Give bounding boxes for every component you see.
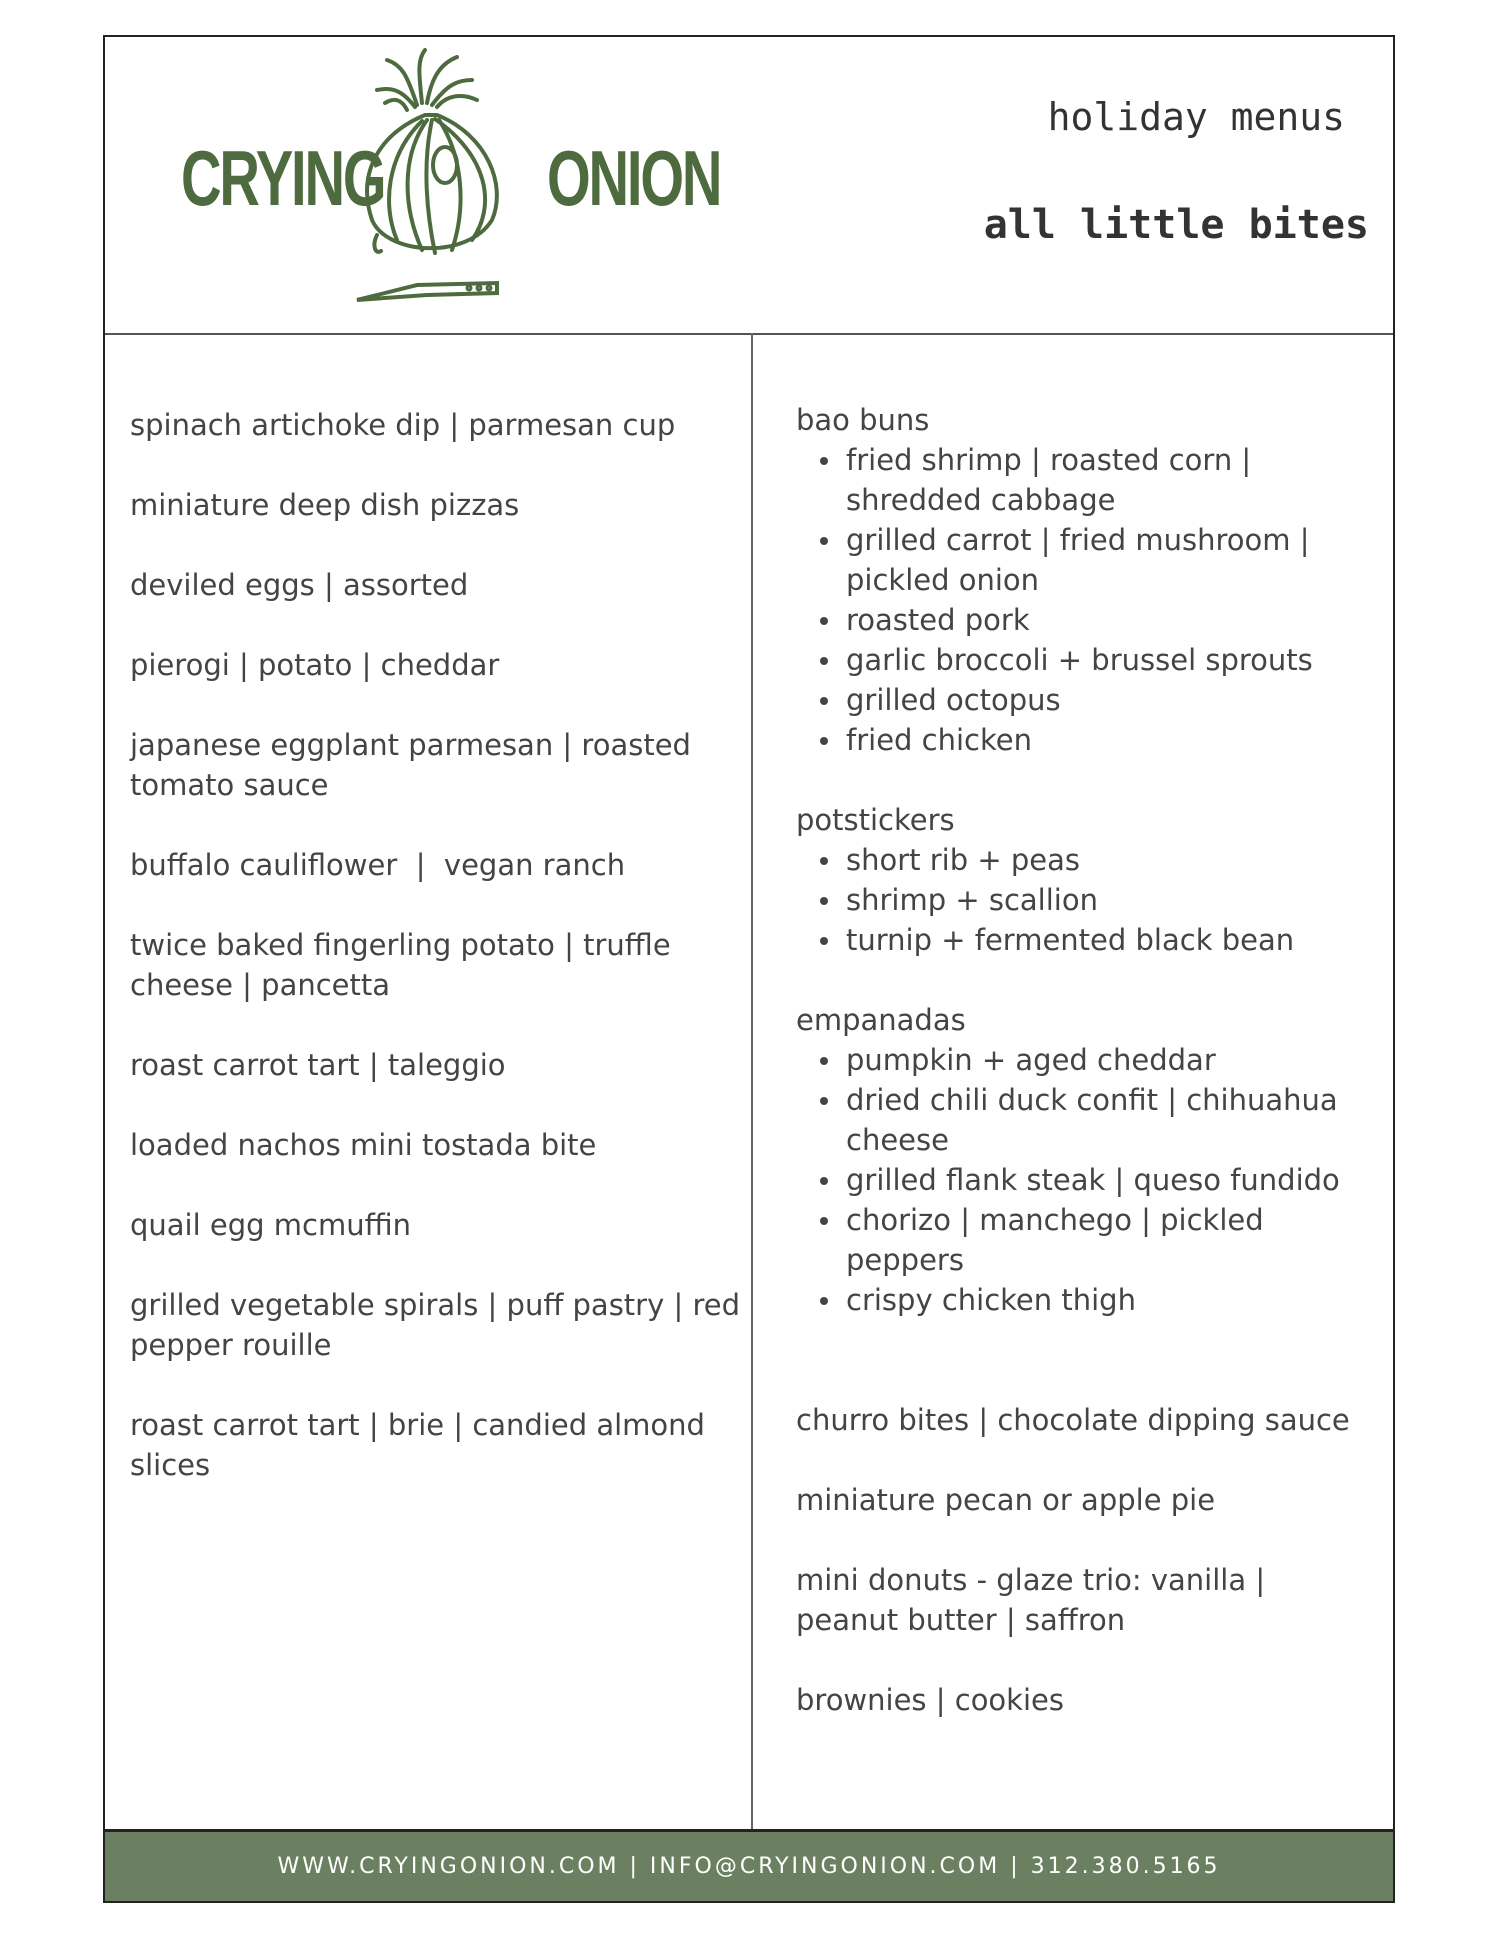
menu-item: roast carrot tart | brie | candied almond slices	[130, 1408, 705, 1482]
left-column	[130, 405, 740, 1525]
group-bao-buns	[796, 400, 1366, 760]
dessert-item: miniature pecan or apple pie	[796, 1483, 1216, 1517]
menu-item: pierogi | potato | cheddar	[130, 648, 500, 682]
menu-item: buffalo cauliflower | vegan ranch	[130, 848, 626, 882]
menu-title: all little bites	[983, 202, 1369, 248]
logo	[175, 45, 721, 305]
list-item: dried chili duck confit | chihuahua cheese	[846, 1080, 1366, 1160]
right-column	[796, 400, 1366, 1760]
contact-info: WWW.CRYINGONION.COM | INFO@CRYINGONION.COM | 312.380.5165	[277, 1854, 1221, 1879]
list-item: chorizo | manchego | pickled peppers	[846, 1200, 1366, 1280]
logo-word-onion: ONION	[547, 134, 721, 222]
group-empanadas	[796, 1000, 1366, 1320]
list-item: grilled carrot | fried mushroom | pickled onion	[846, 520, 1366, 600]
list-item: garlic broccoli + brussel sprouts	[846, 640, 1366, 680]
list-item: pumpkin + aged cheddar	[846, 1040, 1366, 1080]
list-item: crispy chicken thigh	[846, 1280, 1366, 1320]
sub-list	[796, 1040, 1366, 1320]
group-title: empanadas	[796, 1003, 966, 1037]
list-item: fried shrimp | roasted corn | shredded cabbage	[846, 440, 1366, 520]
menu-item: grilled vegetable spirals | puff pastry | red pepper rouille	[130, 1288, 741, 1362]
menu-item: deviled eggs | assorted	[130, 568, 469, 602]
sub-list	[796, 440, 1366, 760]
list-item: grilled flank steak | queso fundido	[846, 1160, 1366, 1200]
menu-item: loaded nachos mini tostada bite	[130, 1128, 597, 1162]
dessert-item: mini donuts - glaze trio: vanilla | peanut butter | saffron	[796, 1563, 1266, 1637]
menu-subtitle: holiday menus	[1047, 95, 1345, 139]
footer-bar	[105, 1829, 1393, 1901]
logo-word-crying: CRYING	[181, 134, 385, 222]
menu-item: roast carrot tart | taleggio	[130, 1048, 506, 1082]
list-item: grilled octopus	[846, 680, 1366, 720]
menu-item: spinach artichoke dip | parmesan cup	[130, 408, 676, 442]
group-title: potstickers	[796, 803, 955, 837]
column-divider	[751, 333, 753, 1829]
onion-knife-icon	[347, 45, 547, 305]
list-item: short rib + peas	[846, 840, 1366, 880]
sub-list	[796, 840, 1366, 960]
menu-page	[103, 35, 1395, 1903]
list-item: roasted pork	[846, 600, 1366, 640]
header	[105, 37, 1393, 335]
menu-item: miniature deep dish pizzas	[130, 488, 520, 522]
menu-item: japanese eggplant parmesan | roasted tomato sauce	[130, 728, 691, 802]
group-potstickers	[796, 800, 1366, 960]
menu-item: quail egg mcmuffin	[130, 1208, 412, 1242]
dessert-item: brownies | cookies	[796, 1683, 1064, 1717]
list-item: shrimp + scallion	[846, 880, 1366, 920]
list-item: turnip + fermented black bean	[846, 920, 1366, 960]
group-title: bao buns	[796, 403, 930, 437]
menu-item: twice baked fingerling potato | truffle cheese | pancetta	[130, 928, 671, 1002]
list-item: fried chicken	[846, 720, 1366, 760]
dessert-item: churro bites | chocolate dipping sauce	[796, 1403, 1350, 1437]
